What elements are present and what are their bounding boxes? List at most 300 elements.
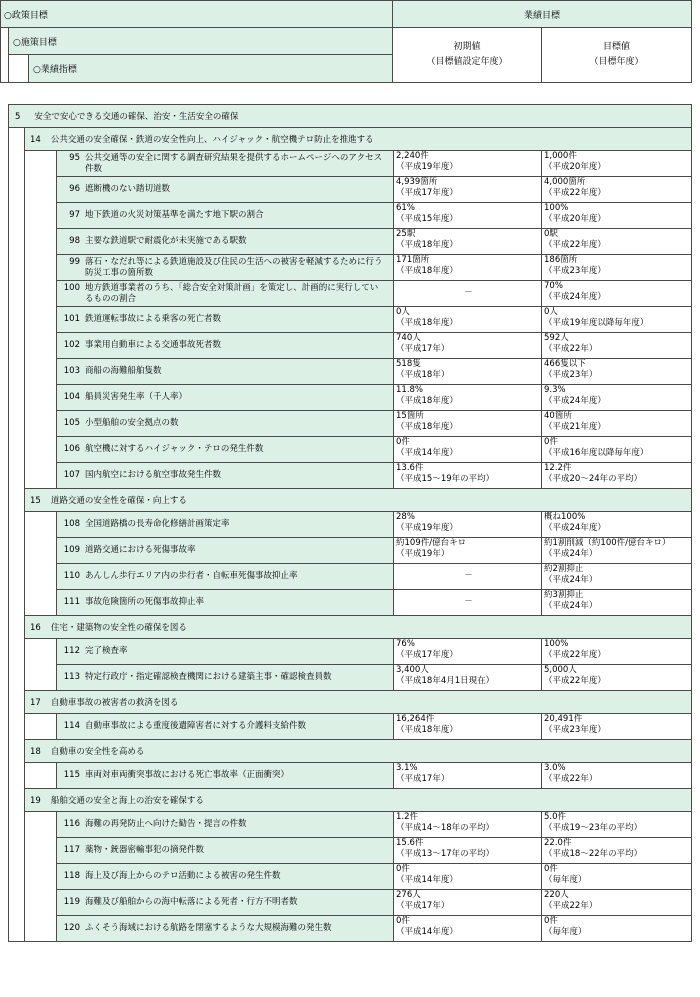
- measure-goal-cell: [25, 128, 692, 151]
- indicator-name: 道路交通における死傷事故率: [85, 545, 196, 555]
- initial-value-cell: [394, 229, 542, 255]
- indicator-name-cell: [57, 512, 394, 538]
- initial-value-cell: [394, 463, 542, 489]
- initial-value-cell: [394, 590, 542, 616]
- indicator-name: 海上及び海上からのテロ活動による被害の発生件数: [85, 871, 281, 881]
- indicator-name-cell: [57, 763, 394, 789]
- target-value-header: [542, 28, 692, 83]
- indicator-name-cell: [57, 665, 394, 691]
- indicator-number: 103: [63, 366, 80, 376]
- initial-value: 61%: [396, 203, 415, 213]
- target-year: （平成24年度）: [544, 523, 606, 533]
- target-value: 40箇所: [544, 411, 572, 421]
- initial-value: 0件: [396, 916, 410, 926]
- target-year: （平成24年度）: [544, 396, 606, 406]
- performance-target-label: 業績目標: [393, 1, 692, 28]
- indicator-name-cell: [57, 229, 394, 255]
- initial-value-cell: [394, 177, 542, 203]
- target-value-cell: [542, 538, 692, 564]
- policy-goal-label: ○政策目標: [1, 1, 393, 28]
- target-value-cell: [542, 714, 692, 740]
- target-value: 3.0%: [544, 763, 566, 773]
- indent-cell: [25, 714, 57, 740]
- initial-value-cell: [394, 714, 542, 740]
- initial-value: 15.6件: [396, 838, 424, 848]
- indicator-row: [9, 714, 692, 740]
- indicator-row: [9, 590, 692, 616]
- indicator-name: 商船の海難船舶隻数: [85, 366, 162, 376]
- target-value-label: 目標値: [603, 42, 631, 52]
- measure-goal-number: 16: [30, 623, 41, 633]
- initial-value: －: [464, 288, 473, 298]
- target-year: （平成24年）: [544, 601, 598, 611]
- indicator-number: 104: [63, 392, 80, 402]
- target-value-cell: [542, 333, 692, 359]
- initial-year: （平成17年度）: [396, 188, 458, 198]
- indicator-name-cell: [57, 890, 394, 916]
- indicator-number: 109: [63, 545, 80, 555]
- initial-value: 1.2件: [396, 812, 419, 822]
- initial-year: （平成18年度）: [396, 396, 458, 406]
- initial-year: （平成17年）: [396, 344, 450, 354]
- target-year: （平成19年度以降毎年度）: [544, 318, 649, 328]
- initial-value: 約109件/億台キロ: [396, 538, 467, 548]
- indicator-name: あんしん歩行エリア内の歩行者・自転車死傷事故抑止率: [85, 571, 298, 581]
- target-year: （平成18～22年の平均）: [544, 849, 643, 859]
- indicator-name-cell: [57, 590, 394, 616]
- target-value: 9.3%: [544, 385, 566, 395]
- indicator-number: 112: [63, 646, 80, 656]
- section-title: 安全で安心できる交通の確保、治安・生活安全の確保: [34, 112, 239, 122]
- target-value: 1,000件: [544, 151, 577, 161]
- target-year: （平成22年度）: [544, 188, 606, 198]
- target-year: （毎年度）: [544, 927, 587, 937]
- indicator-name: 小型船舶の安全拠点の数: [85, 418, 179, 428]
- indicator-name-cell: [57, 281, 394, 307]
- indicator-row: [9, 385, 692, 411]
- indicator-row: [9, 333, 692, 359]
- target-value: 4,000箇所: [544, 177, 586, 187]
- target-value-cell: [542, 359, 692, 385]
- target-value-cell: [542, 437, 692, 463]
- initial-value-cell: [394, 890, 542, 916]
- target-year: （平成20年度）: [544, 162, 606, 172]
- target-value-sublabel: （目標年度）: [589, 57, 644, 67]
- target-value-cell: [542, 864, 692, 890]
- indicator-name-cell: [57, 564, 394, 590]
- initial-value-cell: [394, 385, 542, 411]
- measure-goal-number: 14: [30, 135, 41, 145]
- target-value: 0件: [544, 916, 558, 926]
- target-year: （平成24年）: [544, 575, 598, 585]
- indicator-name-cell: [57, 151, 394, 177]
- indicator-name: 公共交通等の安全に関する調査研究結果を提供するホームページへのアクセス件数: [85, 152, 383, 174]
- indicator-name: 事故危険箇所の死傷事故抑止率: [85, 597, 205, 607]
- indicator-row: [9, 890, 692, 916]
- measure-goal-title: 自動車事故の被害者の救済を図る: [50, 698, 179, 708]
- target-value: 186箇所: [544, 255, 578, 265]
- indicator-number: 119: [63, 897, 80, 907]
- initial-year: （平成17年）: [396, 774, 450, 784]
- indicator-number: 105: [63, 418, 80, 428]
- initial-value-cell: [394, 281, 542, 307]
- target-value: 22.0件: [544, 838, 572, 848]
- initial-value: －: [464, 597, 473, 607]
- measure-goal-cell: [25, 740, 692, 763]
- initial-value: 518隻: [396, 359, 421, 369]
- indent-cell: [9, 128, 25, 942]
- indent-cell: [25, 812, 57, 942]
- indicator-number: 95: [69, 152, 80, 163]
- initial-year: （平成18年度）: [396, 422, 458, 432]
- target-value: 約1割削減（約100件/億台キロ）: [544, 538, 671, 548]
- target-value-cell: [542, 151, 692, 177]
- target-value: 12.2件: [544, 463, 572, 473]
- initial-year: （平成19年度）: [396, 162, 458, 172]
- initial-year: （平成14年度）: [396, 927, 458, 937]
- indicator-number: 97: [69, 210, 80, 220]
- indicator-name: 海難及び船舶からの海中転落による死者・行方不明者数: [85, 897, 298, 907]
- indicator-row: [9, 359, 692, 385]
- target-value-cell: [542, 890, 692, 916]
- target-value-cell: [542, 281, 692, 307]
- indicator-name-cell: [57, 203, 394, 229]
- indicator-name-cell: [57, 333, 394, 359]
- indicator-number: 106: [63, 444, 80, 454]
- indicator-name-cell: [57, 812, 394, 838]
- initial-value-cell: [394, 864, 542, 890]
- target-value: 0件: [544, 437, 558, 447]
- indicator-name-cell: [57, 463, 394, 489]
- initial-year: （平成17年度）: [396, 650, 458, 660]
- indicator-number: 116: [63, 819, 80, 829]
- indicator-number: 100: [63, 282, 80, 293]
- measure-goal-row: [9, 789, 692, 812]
- initial-year: （平成13～17年の平均）: [396, 849, 495, 859]
- target-year: （平成23年度）: [544, 725, 606, 735]
- indicator-name-cell: [57, 411, 394, 437]
- target-value: 0人: [544, 307, 558, 317]
- indent-cell: [25, 639, 57, 691]
- indicator-name-cell: [57, 714, 394, 740]
- indicator-number: 101: [63, 314, 80, 324]
- indicator-name: 海難の再発防止へ向けた勧告・提言の件数: [85, 819, 247, 829]
- indicator-row: [9, 665, 692, 691]
- initial-value: 276人: [396, 890, 421, 900]
- indicator-number: 102: [63, 340, 80, 350]
- indicator-name: 主要な鉄道駅で耐震化が未実施である駅数: [85, 236, 247, 246]
- indicator-name: 船員災害発生率（千人率）: [85, 392, 188, 402]
- indicator-number: 114: [63, 721, 80, 731]
- measure-goal-row: [9, 616, 692, 639]
- target-year: （平成24年度）: [544, 292, 606, 302]
- measure-goal-title: 公共交通の安全確保・鉄道の安全性向上、ハイジャック・航空機テロ防止を推進する: [50, 135, 374, 145]
- initial-value-cell: [394, 763, 542, 789]
- target-value-cell: [542, 307, 692, 333]
- indicator-row: [9, 838, 692, 864]
- target-value-cell: [542, 203, 692, 229]
- indicator-name: 特定行政庁・指定確認検査機関における建築主事・確認検査員数: [85, 672, 332, 682]
- target-year: （平成23年）: [544, 370, 598, 380]
- indicator-name: 自動車事故による重度後遺障害者に対する介護料支給件数: [85, 721, 307, 731]
- indent-cell: [9, 55, 29, 83]
- initial-value-cell: [394, 359, 542, 385]
- target-value: 約2割抑止: [544, 564, 584, 574]
- indicator-number: 110: [63, 571, 80, 581]
- measure-goal-number: 17: [30, 698, 41, 708]
- initial-year: （平成14年度）: [396, 448, 458, 458]
- measure-goal-number: 18: [30, 747, 41, 757]
- initial-year: （平成19年度）: [396, 523, 458, 533]
- section-number: 5: [15, 112, 21, 122]
- initial-year: （平成18年度）: [396, 725, 458, 735]
- initial-value: 13.6件: [396, 463, 424, 473]
- indicator-row: [9, 307, 692, 333]
- initial-value: 15箇所: [396, 411, 424, 421]
- measure-goal-title: 道路交通の安全性を確保・向上する: [50, 496, 187, 506]
- target-value: 20,491件: [544, 714, 583, 724]
- target-year: （平成19～23年の平均）: [544, 823, 643, 833]
- target-value-cell: [542, 411, 692, 437]
- initial-year: （平成19年）: [396, 549, 450, 559]
- initial-value-cell: [394, 333, 542, 359]
- target-value-cell: [542, 916, 692, 942]
- indicator-name: 地下鉄道の火災対策基準を満たす地下駅の割合: [85, 210, 264, 220]
- header-table: [0, 0, 692, 83]
- indicator-name-cell: [57, 307, 394, 333]
- initial-value: 0人: [396, 307, 410, 317]
- measure-goal-number: 19: [30, 796, 41, 806]
- initial-value-header: [393, 28, 542, 83]
- indicator-name: 鉄道運転事故による乗客の死亡者数: [85, 314, 222, 324]
- indicator-number: 118: [63, 871, 80, 881]
- indicator-name: 国内航空における航空事故発生件数: [85, 470, 222, 480]
- indicator-name: 完了検査率: [85, 646, 128, 656]
- indicator-name-cell: [57, 437, 394, 463]
- target-value: 466隻以下: [544, 359, 586, 369]
- initial-value: 0件: [396, 864, 410, 874]
- initial-value: 4,939箇所: [396, 177, 438, 187]
- indicator-name: 全国道路橋の長寿命化修繕計画策定率: [85, 519, 230, 529]
- initial-value-cell: [394, 564, 542, 590]
- initial-value: 11.8%: [396, 385, 424, 395]
- initial-value: 0件: [396, 437, 410, 447]
- indicator-name: 遮断機のない踏切道数: [85, 184, 171, 194]
- initial-value: 2,240件: [396, 151, 429, 161]
- measure-goal-cell: [25, 789, 692, 812]
- indicator-row: [9, 538, 692, 564]
- target-year: （平成22年）: [544, 774, 598, 784]
- indicator-name: 事業用自動車による交通事故死者数: [85, 340, 222, 350]
- indicator-number: 117: [63, 845, 80, 855]
- initial-value-cell: [394, 151, 542, 177]
- target-value-cell: [542, 763, 692, 789]
- initial-value-cell: [394, 437, 542, 463]
- indicator-row: [9, 812, 692, 838]
- indicator-number: 113: [63, 672, 80, 682]
- initial-value-cell: [394, 203, 542, 229]
- indicator-name-cell: [57, 838, 394, 864]
- initial-value-cell: [394, 812, 542, 838]
- initial-value: 28%: [396, 512, 415, 522]
- measure-goal-label: ○施策目標: [9, 28, 393, 55]
- measure-goal-cell: [25, 616, 692, 639]
- target-year: （平成24年）: [544, 549, 598, 559]
- target-year: （平成22年度）: [544, 650, 606, 660]
- indicator-row: [9, 512, 692, 538]
- measure-goal-row: [9, 691, 692, 714]
- indicator-row: [9, 564, 692, 590]
- indicator-row: [9, 151, 692, 177]
- initial-value: 171箇所: [396, 255, 430, 265]
- target-year: （平成22年度）: [544, 676, 606, 686]
- indicator-row: [9, 281, 692, 307]
- target-value-cell: [542, 564, 692, 590]
- initial-value-sublabel: （目標値設定年度）: [426, 57, 508, 67]
- target-year: （平成22年）: [544, 344, 598, 354]
- initial-value: 3,400人: [396, 665, 429, 675]
- indicator-name: 薬物・銃器密輸事犯の摘発件数: [85, 845, 205, 855]
- indicator-name-cell: [57, 255, 394, 281]
- target-value: 0件: [544, 864, 558, 874]
- indicator-row: [9, 229, 692, 255]
- indent-cell: [25, 512, 57, 616]
- indicator-row: [9, 255, 692, 281]
- target-year: （平成20～24年の平均）: [544, 474, 643, 484]
- measure-goal-title: 自動車の安全性を高める: [50, 747, 145, 757]
- indicator-name-cell: [57, 639, 394, 665]
- target-value-cell: [542, 177, 692, 203]
- indicator-row: [9, 864, 692, 890]
- target-value: 100%: [544, 203, 569, 213]
- indicator-name-cell: [57, 385, 394, 411]
- initial-value-cell: [394, 512, 542, 538]
- indicator-table: [8, 104, 692, 942]
- initial-year: （平成17年）: [396, 901, 450, 911]
- initial-value-cell: [394, 838, 542, 864]
- indent-cell: [25, 151, 57, 489]
- indicator-name-cell: [57, 864, 394, 890]
- target-value-cell: [542, 385, 692, 411]
- target-year: （平成22年度）: [544, 240, 606, 250]
- initial-value-cell: [394, 411, 542, 437]
- initial-value: 76%: [396, 639, 415, 649]
- initial-value: 16,264件: [396, 714, 435, 724]
- initial-year: （平成18年度）: [396, 318, 458, 328]
- indicator-row: [9, 916, 692, 942]
- indicator-number: 98: [69, 236, 80, 246]
- indicator-name: ふくそう海域における航路を閉塞するような大規模海難の発生数: [85, 923, 332, 933]
- target-value-cell: [542, 255, 692, 281]
- initial-value-cell: [394, 255, 542, 281]
- indicator-number: 96: [69, 184, 80, 194]
- target-year: （平成23年度）: [544, 266, 606, 276]
- target-year: （平成16年度以降毎年度）: [544, 448, 649, 458]
- target-value-cell: [542, 665, 692, 691]
- indicator-row: [9, 639, 692, 665]
- target-value: 70%: [544, 281, 563, 291]
- indicator-row: [9, 411, 692, 437]
- measure-goal-row: [9, 740, 692, 763]
- section-row: [9, 105, 692, 128]
- initial-value-cell: [394, 916, 542, 942]
- measure-goal-title: 船舶交通の安全と海上の治安を確保する: [50, 796, 204, 806]
- indent-cell: [1, 28, 9, 83]
- target-year: （毎年度）: [544, 875, 587, 885]
- indicator-name-cell: [57, 538, 394, 564]
- initial-year: （平成14年度）: [396, 875, 458, 885]
- indicator-name: 落石・なだれ等による鉄道施設及び住民の生活への被害を軽減するために行う防災工事の箇所数: [85, 256, 383, 278]
- indicator-name: 車両対車両衝突事故における死亡事故率（正面衝突）: [85, 770, 290, 780]
- measure-goal-row: [9, 128, 692, 151]
- target-value: 592人: [544, 333, 569, 343]
- initial-value-cell: [394, 639, 542, 665]
- target-value: 100%: [544, 639, 569, 649]
- initial-value-cell: [394, 307, 542, 333]
- initial-value: －: [464, 571, 473, 581]
- initial-year: （平成18年）: [396, 370, 450, 380]
- target-value-cell: [542, 463, 692, 489]
- indent-cell: [25, 763, 57, 789]
- measure-goal-number: 15: [30, 496, 41, 506]
- initial-value: 3.1%: [396, 763, 418, 773]
- indicator-row: [9, 437, 692, 463]
- target-year: （平成20年度）: [544, 214, 606, 224]
- indicator-name-cell: [57, 177, 394, 203]
- indicator-number: 99: [69, 256, 80, 267]
- target-value-cell: [542, 229, 692, 255]
- target-value-cell: [542, 812, 692, 838]
- performance-indicator-label: ○業績指標: [29, 55, 393, 83]
- target-value-cell: [542, 512, 692, 538]
- indicator-row: [9, 763, 692, 789]
- measure-goal-cell: [25, 691, 692, 714]
- target-year: （平成22年）: [544, 901, 598, 911]
- target-value-cell: [542, 639, 692, 665]
- initial-value: 740人: [396, 333, 421, 343]
- indicator-row: [9, 463, 692, 489]
- initial-year: （平成18年度）: [396, 240, 458, 250]
- initial-year: （平成18年4月1日現在）: [396, 676, 495, 686]
- initial-year: （平成15～19年の平均）: [396, 474, 495, 484]
- initial-year: （平成14～18年の平均）: [396, 823, 495, 833]
- indicator-name: 航空機に対するハイジャック・テロの発生件数: [85, 444, 264, 454]
- measure-goal-title: 住宅・建築物の安全性の確保を図る: [50, 623, 187, 633]
- indicator-number: 111: [63, 597, 80, 607]
- initial-value-cell: [394, 538, 542, 564]
- indicator-number: 115: [63, 770, 80, 780]
- target-value: 約3割抑止: [544, 590, 584, 600]
- target-value-cell: [542, 590, 692, 616]
- initial-value: 25駅: [396, 229, 416, 239]
- target-value: 220人: [544, 890, 569, 900]
- indicator-number: 107: [63, 470, 80, 480]
- initial-year: （平成18年度）: [396, 266, 458, 276]
- target-value-cell: [542, 838, 692, 864]
- indicator-number: 120: [63, 923, 80, 933]
- initial-value-cell: [394, 665, 542, 691]
- indicator-name-cell: [57, 359, 394, 385]
- indicator-name: 地方鉄道事業者のうち、「総合安全対策計画」を策定し、計画的に実行しているものの割合: [85, 282, 379, 304]
- indicator-row: [9, 177, 692, 203]
- target-value: 5,000人: [544, 665, 577, 675]
- initial-year: （平成15年度）: [396, 214, 458, 224]
- measure-goal-row: [9, 489, 692, 512]
- target-value: 5.0件: [544, 812, 567, 822]
- section-title-cell: [9, 105, 692, 128]
- initial-value-label: 初期値: [453, 42, 481, 52]
- measure-goal-cell: [25, 489, 692, 512]
